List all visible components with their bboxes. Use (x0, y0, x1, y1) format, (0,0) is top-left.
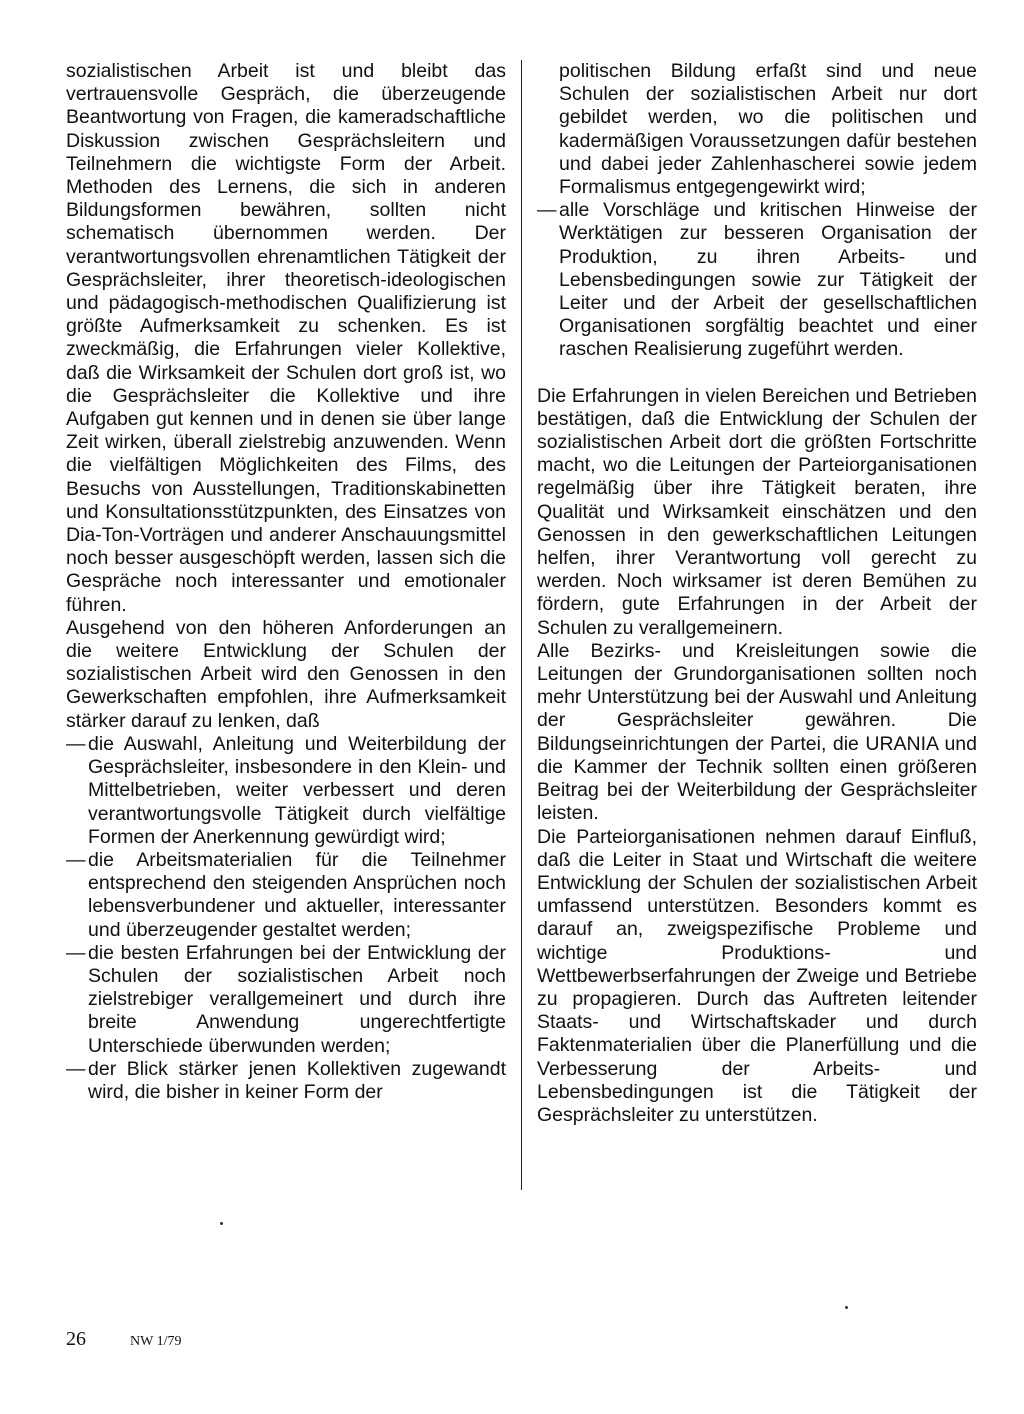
left-paragraph-2: Ausgehend von den höheren Anforderungen an die weitere Entwicklung der Schulen der sozialistischen Arbeit wird den Genossen in den Gewerkschaften empfohlen, ihre Aufmerksamkeit stärker darauf zu lenken, daß (66, 616, 506, 732)
page-footer (66, 1328, 181, 1351)
list-item: — die Auswahl, Anleitung und Weiterbildung der Gesprächsleiter, insbesondere in den Klein- und Mittelbetrieben, weiter verbessert und deren verantwortungsvolle Tätigkeit durch vielfältige Formen der Anerkennung gewürdigt wird; (66, 733, 506, 849)
left-column (66, 60, 506, 1104)
list-item: — die besten Erfahrungen bei der Entwicklung der Schulen der sozialistischen Arbeit noch zielstrebiger verallgemeinert und durch ihre breite Anwendung ungerechtfertigte Unterschiede überwunden werden; (66, 942, 506, 1058)
source-reference: NW 1/79 (130, 1334, 182, 1349)
list-item: — der Blick stärker jenen Kollektiven zugewandt wird, die bisher in keiner Form der (66, 1058, 506, 1104)
right-paragraph-3: Die Parteiorganisationen nehmen darauf Einfluß, daß die Leiter in Staat und Wirtschaft die weitere Entwicklung der Schulen der sozialistischen Arbeit umfassend unterstützen. Besonders kommt es darauf an, zweigspezifische Probleme und wichtige Produktions- und Wettbewerbserfahrungen der Zweige und Betriebe zu propagieren. Durch das Auftreten leitender Staats- und Wirtschaftskader und durch Faktenmaterialien über die Planerfüllung und die Verbesserung der Arbeits- und Lebensbedingungen ist die Tätigkeit der Gesprächsleiter zu unterstützen. (537, 825, 977, 1126)
left-dash-list (66, 733, 506, 1104)
page-number: 26 (66, 1328, 86, 1350)
right-column (537, 60, 977, 1127)
left-paragraph-1: sozialistischen Arbeit ist und bleibt das vertrauensvolle Gespräch, die überzeugende Beantwortung von Fragen, die kameradschaftliche Diskussion zwischen Gesprächsleitern und Teilnehmern die wichtigste Form der Arbeit. Methoden des Lernens, die sich in anderen Bildungsformen bewähren, sollten nicht schematisch übernommen werden. Der verantwortungsvollen ehrenamtlichen Tätigkeit der Gesprächsleiter, ihrer theoretisch-ideologischen und pädagogisch-methodischen Qualifizierung ist größte Aufmerksamkeit zu schenken. Es ist zweckmäßig, die Erfahrungen vieler Kollektive, daß die Wirksamkeit der Schulen dort groß ist, wo die Gesprächsleiter die Kollektive und ihre Aufgaben gut kennen und in denen sie über lange Zeit wirken, überall zielstrebig anzuwenden. Wenn die vielfältigen Möglichkeiten des Films, des Besuchs von Ausstellungen, Traditionskabinetten und Konsultationsstützpunkten, des Einsatzes von Dia-Ton-Vorträgen und anderer Anschauungsmittel noch besser ausgeschöpft werden, lassen sich die Gespräche noch interessanter und emotionaler führen. (66, 60, 506, 616)
right-paragraph-1: Die Erfahrungen in vielen Bereichen und Betrieben bestätigen, daß die Entwicklung der Schulen der sozialistischen Arbeit dort die größten Fortschritte macht, wo die Leitungen der Parteiorganisationen regelmäßig über ihre Tätigkeit beraten, ihre Qualität und Wirksamkeit einschätzen und den Genossen in den gewerkschaftlichen Leitungen helfen, ihrer Verantwortung voll gerecht zu werden. Noch wirksamer ist deren Bemühen zu fördern, gute Erfahrungen in der Arbeit der Schulen zu verallgemeinern. (537, 384, 977, 639)
list-item: — alle Vorschläge und kritischen Hinweise der Werktätigen zur besseren Organisation der Produktion, zu ihren Arbeits- und Lebensbedingungen sowie zur Tätigkeit der Leiter und der Arbeit der gesellschaftlichen Organisationen sorgfältig beachtet und einer raschen Realisierung zugeführt werden. (537, 199, 977, 361)
scan-speck (220, 1222, 223, 1225)
right-paragraph-2: Alle Bezirks- und Kreisleitungen sowie die Leitungen der Grundorganisationen sollten noch mehr Unterstützung bei der Auswahl und Anleitung der Gesprächsleiter gewähren. Die Bildungseinrichtungen der Partei, die URANIA und die Kammer der Technik sollten einen größeren Beitrag bei der Weiterbildung der Gesprächsleiter leisten. (537, 639, 977, 825)
right-dash-list (537, 60, 977, 362)
scan-speck (845, 1306, 848, 1309)
column-divider (521, 60, 522, 1190)
list-item: — die Arbeitsmaterialien für die Teilnehmer entsprechend den steigenden Ansprüchen noch lebensverbundener und aktueller, interessanter und überzeugender gestaltet werden; (66, 849, 506, 942)
list-item-continuation (537, 60, 977, 199)
list-item-continuation-text: politischen Bildung erfaßt sind und neue Schulen der sozialistischen Arbeit nur dort gebildet werden, wo die politischen und kadermäßigen Voraussetzungen dafür bestehen und dabei jeder Zahlenhascherei sowie jedem Formalismus entgegengewirkt wird; (559, 60, 977, 199)
